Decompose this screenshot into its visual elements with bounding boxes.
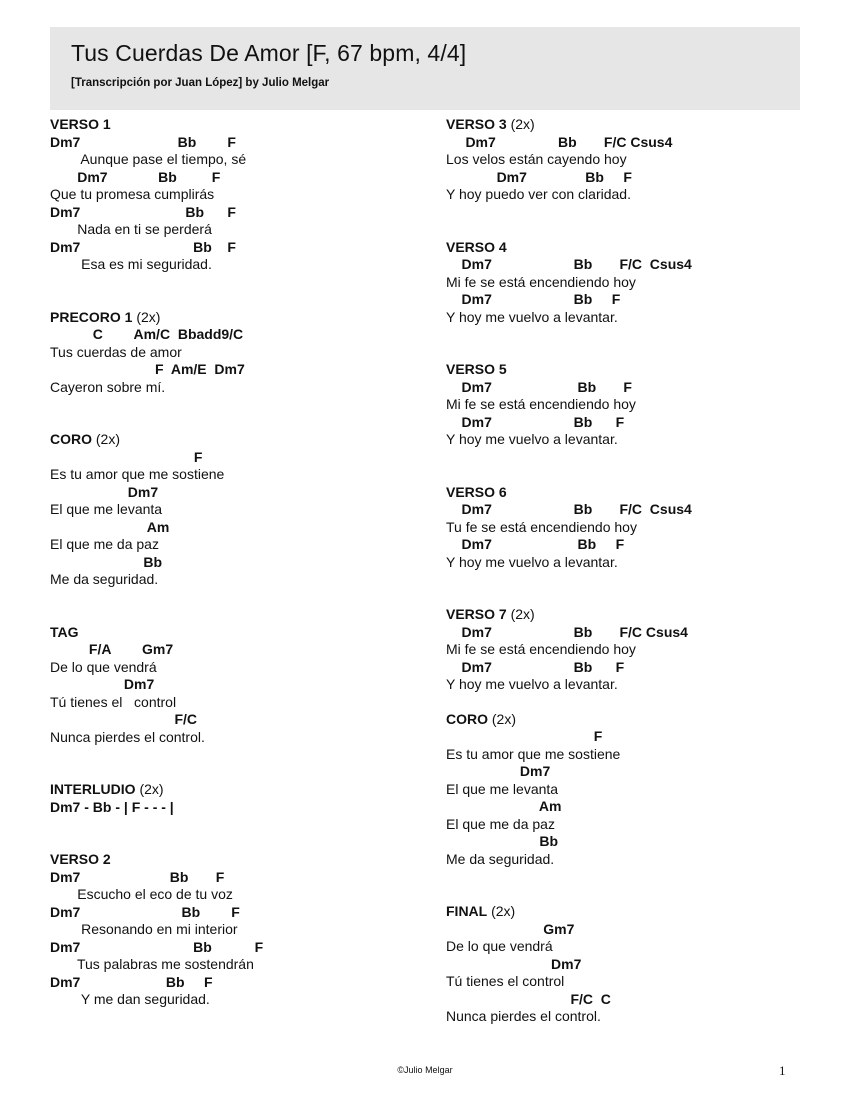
- song-header: [50, 27, 800, 110]
- song-section: [446, 711, 826, 869]
- chord-line: Gm7: [446, 920, 575, 937]
- lyric-line: El que me levanta: [50, 501, 163, 517]
- lyric-line: Y hoy me vuelvo a levantar.: [446, 431, 618, 447]
- lyric-line: Tus palabras me sostendrán: [50, 956, 254, 972]
- lyric-line: Y hoy puedo ver con claridad.: [446, 186, 631, 202]
- section-name: TAG: [50, 623, 79, 640]
- section-name: VERSO 6: [446, 483, 507, 500]
- chord-line: Dm7 Bb F/C Csus4: [446, 623, 688, 640]
- song-section: [50, 781, 430, 816]
- section-name: PRECORO 1: [50, 308, 133, 325]
- repeat-marker: (2x): [506, 116, 535, 132]
- song-section: [446, 239, 826, 327]
- lyric-line: Mi fe se está encendiendo hoy: [446, 396, 636, 412]
- section-heading: [446, 361, 826, 379]
- section-heading: [50, 624, 430, 642]
- lyric-line: Y hoy me vuelvo a levantar.: [446, 676, 618, 692]
- chord-line: Dm7 Bb F: [446, 536, 625, 552]
- lyric-line: Nunca pierdes el control.: [50, 728, 205, 745]
- chord-line: Dm7 Bb F: [50, 238, 236, 255]
- chord-line: Am: [446, 798, 562, 814]
- chord-line: Dm7: [50, 676, 155, 692]
- lyric-line: Los velos están cayendo hoy: [446, 151, 627, 167]
- section-heading: [446, 239, 826, 257]
- chord-line: F: [50, 448, 203, 465]
- lyric-line: Es tu amor que me sostiene: [446, 745, 621, 762]
- chord-line: F/A Gm7: [50, 641, 174, 657]
- lyric-line: Tus cuerdas de amor: [50, 343, 182, 360]
- repeat-marker: (2x): [132, 308, 161, 325]
- chord-line: Dm7 Bb F: [446, 413, 625, 430]
- chord-line: Dm7 Bb F: [446, 168, 632, 185]
- song-title: Tus Cuerdas De Amor [F, 67 bpm, 4/4]: [71, 40, 467, 66]
- chord-line: Am: [50, 518, 170, 535]
- song-section: [446, 116, 826, 204]
- chord-line: Dm7 Bb F: [50, 973, 213, 990]
- song-section: [446, 606, 826, 694]
- lyric-line: Y hoy me vuelvo a levantar.: [446, 553, 618, 570]
- chord-line: Bb: [50, 553, 163, 570]
- chord-line: Dm7: [446, 955, 582, 972]
- song-section: [446, 361, 826, 449]
- lyric-line: Tú tienes el control: [50, 693, 177, 710]
- chord-line: Dm7: [50, 483, 159, 500]
- chord-line: Dm7 Bb F: [50, 938, 264, 955]
- song-section: [446, 484, 826, 572]
- section-heading: [446, 484, 826, 502]
- repeat-marker: (2x): [92, 431, 120, 447]
- section-name: VERSO 3: [446, 116, 507, 132]
- section-name: CORO: [50, 431, 92, 447]
- song-credits: [Transcripción por Juan López] by Julio Melgar: [71, 77, 330, 89]
- lyric-line: Tu fe se está encendiendo hoy: [446, 518, 637, 535]
- lyric-line: El que me da paz: [50, 536, 159, 552]
- chord-line: Dm7 Bb F: [446, 658, 625, 675]
- section-heading: [446, 903, 826, 921]
- lyric-line: Cayeron sobre mí.: [50, 378, 166, 395]
- chord-line: Dm7 Bb F: [446, 378, 632, 395]
- section-heading: [50, 781, 430, 799]
- copyright-footer: ©Julio Melgar: [397, 1065, 453, 1075]
- section-heading: [446, 116, 826, 134]
- chord-line: Dm7 Bb F/C Csus4: [446, 256, 692, 272]
- lyric-line: Escucho el eco de tu voz: [50, 886, 233, 902]
- song-section: [50, 431, 430, 589]
- section-name: FINAL: [446, 903, 488, 919]
- lyric-line: Me da seguridad.: [50, 571, 159, 587]
- chord-line: F/C C: [446, 990, 611, 1007]
- lyric-line: Mi fe se está encendiendo hoy: [446, 641, 636, 657]
- section-heading: [446, 606, 826, 624]
- chord-line: Dm7 Bb F: [446, 291, 621, 307]
- chord-line: Dm7 Bb F: [50, 868, 225, 885]
- left-column: [50, 116, 430, 1009]
- chord-line: F: [446, 728, 603, 744]
- section-name: VERSO 5: [446, 361, 507, 377]
- lyric-line: Y me dan seguridad.: [50, 991, 210, 1007]
- lyric-line: Que tu promesa cumplirás: [50, 186, 215, 202]
- repeat-marker: (2x): [487, 903, 516, 919]
- chord-line: C Am/C Bbadd9/C: [50, 326, 244, 342]
- section-heading: [50, 431, 430, 449]
- lyric-line: Tú tienes el control: [446, 973, 565, 989]
- chord-line: F Am/E Dm7: [50, 361, 245, 377]
- chord-line: Dm7 Bb F: [50, 133, 236, 150]
- repeat-marker: (2x): [488, 710, 516, 727]
- repeat-marker: (2x): [135, 781, 164, 797]
- right-column: [446, 116, 826, 1026]
- chord-line: Dm7 Bb F: [50, 168, 221, 185]
- lyric-line: De lo que vendrá: [446, 938, 553, 954]
- lyric-line: El que me levanta: [446, 780, 559, 797]
- song-section: [50, 851, 430, 1009]
- lyric-line: Me da seguridad.: [446, 850, 555, 867]
- section-name: INTERLUDIO: [50, 781, 136, 797]
- chord-line: F/C: [50, 711, 198, 727]
- section-heading: [50, 309, 430, 327]
- section-name: VERSO 1: [50, 116, 111, 132]
- page-number: 1: [779, 1063, 786, 1078]
- chord-line: Dm7: [446, 763, 551, 779]
- chord-line: Dm7 Bb F: [50, 203, 236, 220]
- lyric-line: Resonando en mi interior: [50, 921, 238, 937]
- lyric-line: Mi fe se está encendiendo hoy: [446, 273, 636, 290]
- repeat-marker: (2x): [506, 606, 535, 622]
- lyric-line: Esa es mi seguridad.: [50, 256, 212, 272]
- chord-line: Dm7 - Bb - | F - - - |: [50, 798, 174, 815]
- song-section: [446, 903, 826, 1026]
- section-name: CORO: [446, 710, 488, 727]
- song-section: [50, 116, 430, 274]
- lyric-line: Y hoy me vuelvo a levantar.: [446, 308, 618, 325]
- lyric-line: El que me da paz: [446, 815, 555, 832]
- song-section: [50, 624, 430, 747]
- section-heading: [50, 116, 430, 134]
- chord-line: Bb: [446, 833, 559, 849]
- section-name: VERSO 7: [446, 606, 507, 622]
- chord-line: Dm7 Bb F/C Csus4: [446, 133, 673, 150]
- chord-line: Dm7 Bb F/C Csus4: [446, 501, 692, 517]
- lyric-line: Aunque pase el tiempo, sé: [50, 151, 247, 167]
- lyric-line: Nunca pierdes el control.: [446, 1008, 601, 1024]
- section-name: VERSO 2: [50, 851, 111, 867]
- lyric-line: Es tu amor que me sostiene: [50, 466, 225, 482]
- section-heading: [446, 711, 826, 729]
- lyric-line: Nada en ti se perderá: [50, 221, 212, 237]
- song-section: [50, 309, 430, 397]
- chord-line: Dm7 Bb F: [50, 903, 240, 920]
- lyric-line: De lo que vendrá: [50, 658, 157, 675]
- section-name: VERSO 4: [446, 238, 507, 255]
- section-heading: [50, 851, 430, 869]
